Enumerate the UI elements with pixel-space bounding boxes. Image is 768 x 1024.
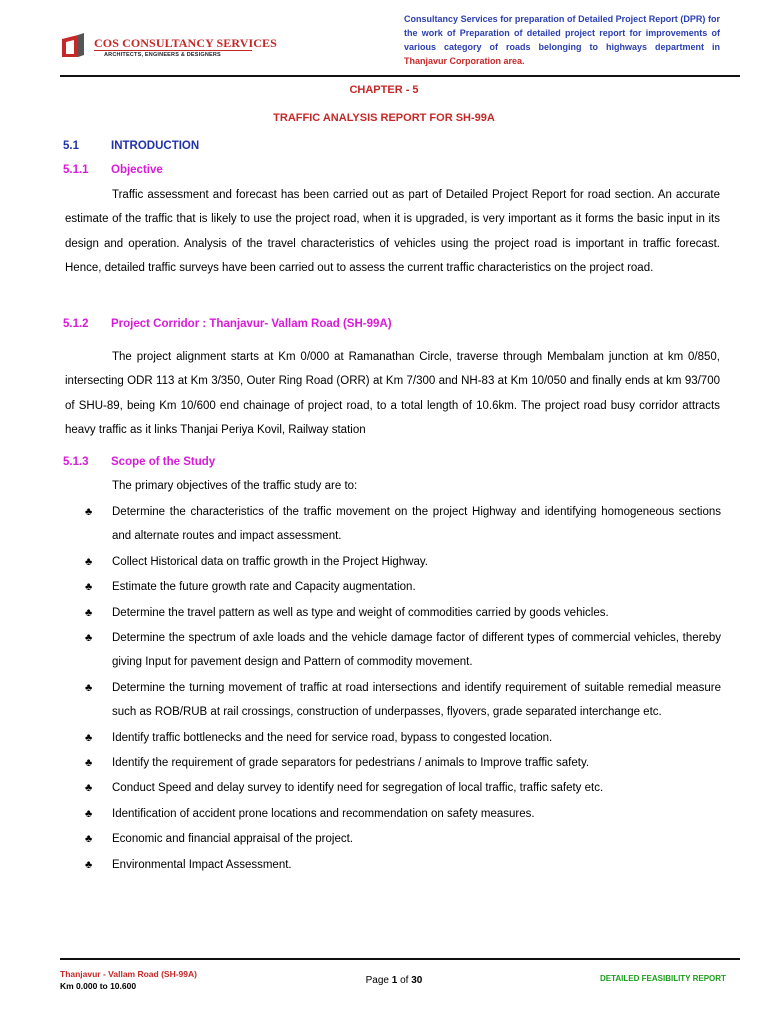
section-title: Scope of the Study (111, 456, 216, 468)
list-item-text: Environmental Impact Assessment. (112, 858, 292, 871)
footer-report-title: DETAILED FEASIBILITY REPORT (600, 974, 726, 983)
list-item-text: Conduct Speed and delay survey to identify need for segregation of local traffic, traffic safety etc. (112, 782, 604, 795)
section-5-1-heading (63, 140, 199, 152)
list-item-text: Determine the spectrum of axle loads and the vehicle damage factor of different types of commercial vehicles, thereby giving Input for pavement design and Pattern of commodity movement. (112, 632, 721, 669)
header-project-note (404, 12, 720, 68)
logo-divider (94, 50, 252, 51)
objectives-list (85, 500, 721, 878)
club-bullet-icon: ♣ (85, 506, 93, 518)
section-5-1-2-heading (63, 318, 392, 330)
list-item-text: Determine the travel pattern as well as type and weight of commodities carried by goods vehicles. (112, 606, 609, 619)
footer-divider (60, 958, 740, 960)
club-bullet-icon: ♣ (85, 858, 93, 871)
logo-title: COS CONSULTANCY SERVICES (94, 36, 277, 50)
scope-intro: The primary objectives of the traffic study are to: (112, 480, 358, 492)
list-item (85, 550, 721, 574)
list-item-text: Determine the turning movement of traffic at road intersections and identify requirement of suitable remedial measure such as ROB/RUB at rail crossings, construction of underpasses, flyovers, grade separated interchange etc. (112, 681, 721, 719)
club-bullet-icon: ♣ (85, 807, 93, 820)
section-5-1-3-heading (63, 456, 215, 468)
club-bullet-icon: ♣ (85, 757, 93, 770)
logo-subtitle: ARCHITECTS, ENGINEERS & DESIGNERS (104, 52, 221, 58)
logo-mark-icon (60, 33, 86, 59)
section-number: 5.1 (63, 140, 79, 152)
list-item (85, 626, 721, 675)
list-item-text: Identify the requirement of grade separators for pedestrians / animals to Improve traffic safety. (112, 757, 590, 770)
header-note-main: Consultancy Services for preparation of Detailed Project Report (DPR) for the work of Preparation of detailed project report for improvements of various category of roads belonging to highways department in (404, 14, 720, 52)
section-number: 5.1.1 (63, 164, 89, 176)
list-item (85, 575, 721, 599)
page-prefix: Page (365, 975, 389, 986)
section-title: Objective (111, 164, 163, 176)
list-item-text: Identify traffic bottlenecks and the need for service road, bypass to congested location. (112, 731, 553, 744)
list-item-text: Determine the characteristics of the traffic movement on the project Highway and identifying homogeneous sections and alternate routes and impact assessment. (112, 506, 721, 543)
chapter-title: TRAFFIC ANALYSIS REPORT FOR SH-99A (273, 112, 495, 124)
list-item-text: Economic and financial appraisal of the project. (112, 833, 354, 846)
page-header (0, 0, 768, 80)
club-bullet-icon: ♣ (85, 782, 93, 795)
section-title: Project Corridor : Thanjavur- Vallam Road (SH-99A) (111, 318, 392, 330)
list-item-text: Identification of accident prone locations and recommendation on safety measures. (112, 807, 535, 820)
list-item (85, 601, 721, 625)
section-number: 5.1.2 (63, 318, 89, 330)
section-number: 5.1.3 (63, 456, 89, 468)
club-bullet-icon: ♣ (85, 833, 93, 846)
footer-km-range: Km 0.000 to 10.600 (60, 981, 137, 991)
list-item (85, 776, 721, 800)
club-bullet-icon: ♣ (85, 632, 93, 645)
section-title: INTRODUCTION (111, 140, 200, 152)
corridor-paragraph: The project alignment starts at Km 0/000 at Ramanathan Circle, traverse through Membalam junction at km 0/850, intersecting ODR 113 at Km 3/350, Outer Ring Road (ORR) at Km 7/300 and NH-83 at Km 10/050 and finally ends at km 93/700 of SHU-89, being Km 10/600 end chainage of project road, to a total length of 10.6km. The project road busy corridor attracts heavy traffic as it links Thanjai Periya Kovil, Railway station (65, 351, 720, 437)
list-item (85, 676, 721, 725)
club-bullet-icon: ♣ (85, 731, 93, 744)
list-item (85, 726, 721, 750)
club-bullet-icon: ♣ (85, 581, 93, 594)
list-item-text: Collect Historical data on traffic growth in the Project Highway. (112, 555, 428, 568)
header-note-location: Thanjavur Corporation area. (404, 56, 525, 66)
section-5-1-1-heading (63, 164, 163, 176)
objective-paragraph: Traffic assessment and forecast has been carried out as part of Detailed Project Report for road section. An accurate estimate of the traffic that is likely to use the project road, when it is upgraded, is very important as it forms the basic input in its design and operation. Analysis of the travel characteristics of vehicles using the project road is important in traffic forecast. Hence, detailed traffic surveys have been carried out to assess the current traffic characteristics on the project road. (65, 189, 720, 275)
club-bullet-icon: ♣ (85, 555, 93, 568)
chapter-number: CHAPTER - 5 (349, 84, 419, 96)
club-bullet-icon: ♣ (85, 606, 93, 619)
list-item (85, 853, 721, 877)
page-of: of (400, 975, 409, 986)
header-divider (60, 75, 740, 77)
company-logo (60, 33, 280, 63)
club-bullet-icon: ♣ (85, 681, 93, 694)
list-item (85, 500, 721, 549)
list-item-text: Estimate the future growth rate and Capacity augmentation. (112, 581, 416, 594)
list-item (85, 802, 721, 826)
page-total: 30 (411, 975, 423, 986)
footer-road-name: Thanjavur - Vallam Road (SH-99A) (60, 969, 197, 979)
page-current: 1 (391, 975, 398, 986)
list-item (85, 751, 721, 775)
list-item (85, 827, 721, 851)
